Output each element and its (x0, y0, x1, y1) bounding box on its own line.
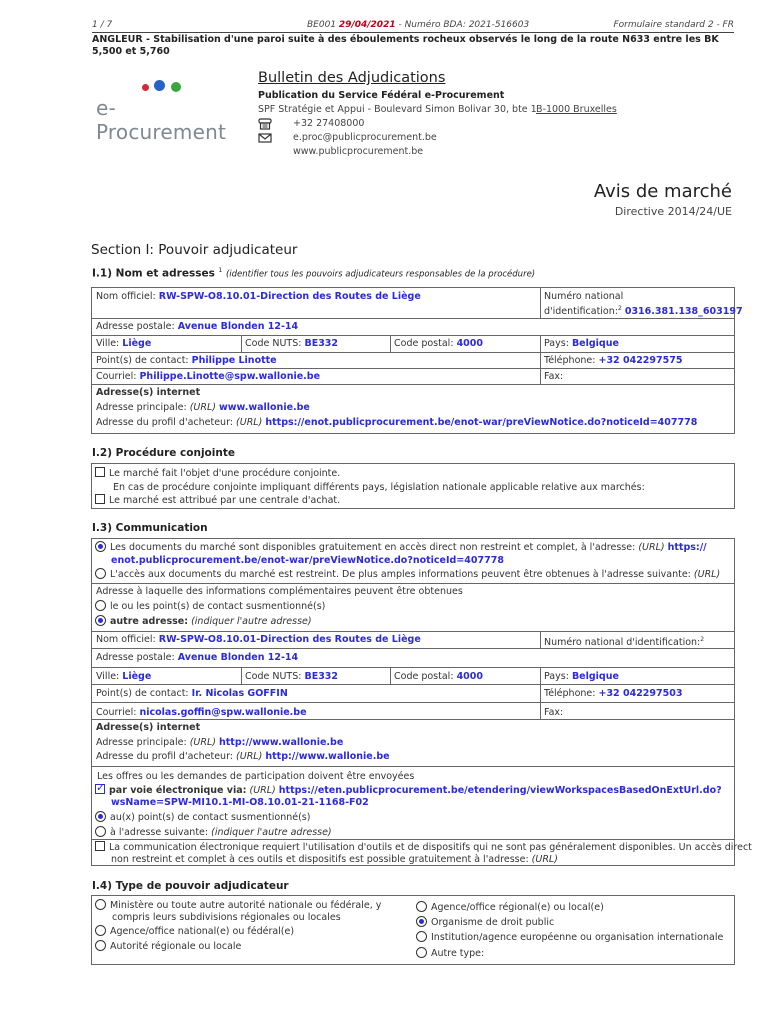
i3-electronique-tag: (URL) (249, 785, 276, 796)
i3-contact-label: Point(s) de contact: (96, 688, 189, 699)
i3-opt-contact: le ou les point(s) de contact susmentionné(s) (110, 601, 326, 612)
i3-ville-cell (96, 670, 151, 683)
i3-profil-url-tag: (URL) (236, 751, 263, 762)
i3-contact-value: Ir. Nicolas GOFFIN (191, 688, 288, 699)
i2-joint-line (95, 467, 340, 480)
i1-courriel-value: Philippe.Linotte@spw.wallonie.be (139, 371, 321, 382)
i3-postal-label: Code postal: (394, 671, 454, 682)
i1-principale-url-tag: (URL) (189, 402, 216, 413)
envelope-icon (258, 132, 272, 144)
i1-profil-value[interactable]: https://enot.publicprocurement.be/enot-war/preViewNotice.do?noticeId=407778 (265, 417, 698, 428)
i1-contact-label: Point(s) de contact: (96, 355, 189, 366)
i4-right-opt3-line (416, 931, 723, 944)
i1-internet-label: Adresse(s) internet (96, 387, 201, 398)
notice-subject: ANGLEUR - Stabilisation d'une paroi suite à des éboulements rocheux observés le long de la route N633 entre les BK 5,500 et 5,760 (92, 34, 719, 57)
i3-principale-url-tag: (URL) (189, 737, 216, 748)
i4-left-2: compris leurs subdivisions régionales ou locales (112, 912, 341, 923)
i3-opt-autre: autre adresse: (110, 616, 189, 627)
i3-num-sup: 2 (700, 636, 705, 643)
i3-opt-autre-line (95, 615, 312, 628)
i3-opt-suivante: à l'adresse suivante: (110, 827, 209, 838)
i3-postal-value: 4000 (456, 671, 484, 682)
i3-principale-label: Adresse principale: (96, 737, 187, 748)
i3-outils-line2 (111, 853, 558, 866)
i4-right-2: Organisme de droit public (431, 917, 555, 928)
i4-left-4: Autorité régionale ou locale (110, 941, 242, 952)
i2-centrale-line (95, 494, 340, 507)
i3-nom-cell (96, 633, 421, 646)
i1-nuts-cell (245, 337, 338, 350)
i3-principale-value[interactable]: http://www.wallonie.be (219, 737, 344, 748)
i1-profil-url-tag: (URL) (236, 417, 263, 428)
i3-opt-autre-note: (indiquer l'autre adresse) (191, 616, 312, 627)
i4-left-3: Agence/office national(e) ou fédéral(e) (110, 926, 295, 937)
i1-nom-cell (96, 290, 421, 303)
i3-outils-text1: La communication électronique requiert l'utilisation d'outils et de dispositifs qui ne sont pas généralement disponibles. Un accès direct (109, 842, 752, 853)
i1-principale-label: Adresse principale: (96, 402, 187, 413)
i3-num-cell (544, 633, 704, 649)
i1-pays-label: Pays: (544, 338, 569, 349)
i3-internet-label: Adresse(s) internet (96, 722, 201, 733)
i3-pays-value: Belgique (571, 671, 619, 682)
bulletin-address-line (258, 103, 738, 117)
i4-right-4: Autre type: (431, 948, 485, 959)
i4-right-opt1-line (416, 901, 604, 914)
i1-footnote-ref: 1 (218, 267, 223, 274)
i3-info-heading: Adresse à laquelle des informations complémentaires peuvent être obtenues (96, 586, 463, 597)
i2-line3: Le marché est attribué par une centrale d'achat. (109, 495, 341, 506)
i1-ville-value: Liège (122, 338, 152, 349)
i1-nuts-value: BE332 (304, 338, 339, 349)
i3-profil-label: Adresse du profil d'acheteur: (96, 751, 234, 762)
i3-num-label: Numéro national d'identification: (544, 637, 701, 649)
i3-tel-label: Téléphone: (544, 688, 596, 699)
logo-dots (142, 80, 212, 96)
publication-date: 29/04/2021 (338, 20, 396, 30)
i3-contact-cell (96, 687, 288, 700)
i1-heading: I.1) Nom et adresses (92, 267, 215, 280)
i4-right-radio-4[interactable] (416, 947, 427, 958)
i4-left-radio-1[interactable] (95, 899, 106, 910)
i1-tel-label: Téléphone: (544, 355, 596, 366)
logo-dot-red (142, 84, 149, 91)
i4-right-opt4-line (416, 947, 484, 960)
i1-postal-label: Code postal: (394, 338, 454, 349)
i3-profil-value[interactable]: http://www.wallonie.be (265, 751, 390, 762)
i3-docs-radio[interactable] (95, 541, 106, 552)
i3-opt-suivante-note: (indiquer l'autre adresse) (211, 827, 332, 838)
i3-opt-aux-radio[interactable] (95, 811, 106, 822)
i3-electronique-url2[interactable]: wsName=SPW-MI10.1-MI-O8.10.01-21-1168-F02 (111, 797, 369, 808)
i3-electronique-url1[interactable]: https://eten.publicprocurement.be/etendering/viewWorkspacesBasedOnExtUrl.do? (278, 785, 722, 796)
i1-num-sup: 2 (617, 305, 622, 312)
bulletin-city[interactable]: B-1000 Bruxelles (536, 104, 617, 115)
i3-electronique-label: par voie électronique via: (109, 785, 247, 796)
i1-pays-cell (544, 337, 619, 350)
i4-left-radio-3[interactable] (95, 940, 106, 951)
i1-ville-label: Ville: (96, 338, 120, 349)
i1-principale-value[interactable]: www.wallonie.be (219, 402, 310, 413)
i1-nom-value: RW-SPW-O8.10.01-Direction des Routes de Liège (158, 291, 421, 302)
i1-profil-cell (96, 416, 697, 429)
bulletin-block (258, 70, 738, 159)
i3-box (91, 538, 752, 866)
i3-tel-value: +32 042297503 (598, 688, 683, 699)
i1-fax-label: Fax: (544, 371, 564, 382)
i3-outils-text2: non restreint et complet à ces outils et dispositifs est possible gratuitement à l'adresse: (111, 854, 529, 865)
i3-opt-aux: au(x) point(s) de contact susmentionné(s) (110, 812, 311, 823)
bulletin-address: SPF Stratégie et Appui - Boulevard Simon Bolivar 30, bte 1 (258, 104, 537, 115)
eprocurement-logo (96, 78, 226, 144)
i1-num-value: 0316.381.138_603197 (624, 306, 743, 318)
i3-docs-url-tag: (URL) (638, 542, 665, 553)
i3-docs-url2-text[interactable]: enot.publicprocurement.be/enot-war/preViewNotice.do?noticeId=407778 (111, 555, 504, 566)
i3-nom-label: Nom officiel: (96, 634, 156, 645)
i1-postal-cell (394, 337, 483, 350)
ref-prefix: BE001 (307, 20, 337, 30)
logo-word: e-Procurement (96, 96, 226, 144)
bulletin-title: Bulletin des Adjudications (258, 70, 446, 86)
i3-adresse-value: Avenue Blonden 12-14 (177, 652, 299, 663)
i3-outils-tag: (URL) (531, 854, 558, 865)
i2-heading: I.2) Procédure conjointe (92, 447, 235, 459)
i2-box (91, 463, 735, 509)
i3-fax-label: Fax: (544, 707, 564, 718)
i3-profil-cell (96, 750, 390, 763)
i3-adresse-label: Adresse postale: (96, 652, 175, 663)
bulletin-website[interactable]: www.publicprocurement.be (293, 146, 424, 157)
bulletin-website-line (258, 145, 738, 159)
i3-ville-value: Liège (122, 671, 152, 682)
i3-courriel-label: Courriel: (96, 707, 137, 718)
i3-nom-value: RW-SPW-O8.10.01-Direction des Routes de Liège (158, 634, 421, 645)
i3-opt-contact-radio[interactable] (95, 600, 106, 611)
i1-adresse-cell (96, 320, 298, 333)
i1-nom-label: Nom officiel: (96, 291, 156, 302)
i3-ville-label: Ville: (96, 671, 120, 682)
i1-num-label1: Numéro national (544, 291, 624, 302)
i3-electronique-url2-line (111, 796, 369, 809)
i4-right-1: Agence/office régional(e) ou local(e) (431, 902, 604, 913)
i3-docs-url1[interactable]: https:// (667, 542, 707, 553)
i1-contact-value: Philippe Linotte (191, 355, 277, 366)
i3-outils-checkbox[interactable] (95, 841, 105, 851)
i2-line1: Le marché fait l'objet d'une procédure conjointe. (109, 468, 341, 479)
i3-heading: I.3) Communication (92, 522, 208, 534)
i1-adresse-label: Adresse postale: (96, 321, 175, 332)
i4-left-1: Ministère ou toute autre autorité nationale ou fédérale, y (110, 900, 382, 911)
i3-opt-autre-radio[interactable] (95, 615, 106, 626)
logo-dot-green (171, 82, 181, 92)
i3-courriel-cell (96, 706, 307, 719)
i4-right-radio-2[interactable] (416, 916, 427, 927)
i1-tel-value: +32 042297575 (598, 355, 683, 366)
i1-adresse-value: Avenue Blonden 12-14 (177, 321, 299, 332)
notice-title: Avis de marché (593, 181, 732, 202)
i3-adresse-cell (96, 651, 298, 664)
bulletin-publisher: Publication du Service Fédéral e-Procurement (258, 90, 505, 101)
i1-address-table (91, 287, 743, 434)
i3-docs-url2 (111, 554, 504, 567)
i1-postal-value: 4000 (456, 338, 484, 349)
i3-electronique-checkbox[interactable] (95, 784, 105, 794)
i3-docs-line (95, 541, 707, 554)
i1-tel-cell (544, 354, 682, 367)
i1-contact-cell (96, 354, 277, 367)
i1-pays-value: Belgique (571, 338, 619, 349)
i4-right-radio-1[interactable] (416, 901, 427, 912)
bulletin-phone-line (258, 117, 738, 131)
i3-restreint-text: L'accès aux documents du marché est restreint. De plus amples informations peuvent être obtenues à l'adresse suivante: (110, 569, 691, 580)
i3-nuts-label: Code NUTS: (245, 671, 302, 682)
i4-heading: I.4) Type de pouvoir adjudicateur (92, 880, 289, 892)
i3-docs-text: Les documents du marché sont disponibles gratuitement en accès direct non restreint et complet, à l'adresse: (110, 542, 636, 553)
i4-right-opt2-line (416, 916, 554, 929)
i3-courriel-value: nicolas.goffin@spw.wallonie.be (139, 707, 307, 718)
i3-restreint-line (95, 568, 720, 581)
i3-opt-aux-line (95, 811, 310, 824)
bda-number: - Numéro BDA: 2021-516603 (398, 20, 530, 30)
i3-offres-heading: Les offres ou les demandes de participation doivent être envoyées (97, 771, 415, 782)
i1-profil-label: Adresse du profil d'acheteur: (96, 417, 234, 428)
i3-restreint-tag: (URL) (693, 569, 721, 580)
i3-principale-cell (96, 736, 343, 749)
i1-note: (identifier tous les pouvoirs adjudicateurs responsables de la procédure) (225, 269, 536, 280)
i3-opt-suivante-line (95, 826, 332, 839)
bulletin-email-line (258, 131, 738, 145)
i3-opt-contact-line (95, 600, 325, 613)
i3-nuts-cell (245, 670, 338, 683)
i3-tel-cell (544, 687, 682, 700)
i1-principale-cell (96, 401, 310, 414)
i1-nuts-label: Code NUTS: (245, 338, 302, 349)
i4-right-radio-3[interactable] (416, 931, 427, 942)
i4-left-opt2-line (95, 925, 294, 938)
i2-joint-checkbox[interactable] (95, 467, 105, 477)
bulletin-email[interactable]: e.proc@publicprocurement.be (293, 132, 437, 143)
bulletin-phone: +32 27408000 (293, 118, 365, 129)
i1-ville-cell (96, 337, 151, 350)
i1-num-label2: d'identification: (544, 306, 618, 318)
phone-icon (258, 118, 272, 130)
form-type: Formulaire standard 2 - FR (613, 20, 734, 30)
notice-reference (307, 20, 529, 30)
i1-courriel-label: Courriel: (96, 371, 137, 382)
i1-heading-line (92, 267, 535, 280)
i4-right-3: Institution/agence européenne ou organisation internationale (431, 932, 724, 943)
i4-left-radio-2[interactable] (95, 925, 106, 936)
page-number: 1 / 7 (92, 20, 113, 30)
i2-line2: En cas de procédure conjointe impliquant différents pays, législation nationale applicable relative aux marchés: (113, 482, 645, 493)
i3-nuts-value: BE332 (304, 671, 339, 682)
page-header (92, 19, 734, 33)
section-1-title: Section I: Pouvoir adjudicateur (91, 242, 298, 258)
i1-courriel-cell (96, 370, 320, 383)
i3-pays-label: Pays: (544, 671, 569, 682)
i4-left-opt3-line (95, 940, 241, 953)
i3-pays-cell (544, 670, 619, 683)
i3-opt-suivante-radio[interactable] (95, 826, 106, 837)
i4-box (91, 895, 735, 965)
i2-centrale-checkbox[interactable] (95, 494, 105, 504)
logo-dot-blue (154, 80, 165, 91)
i3-restreint-radio[interactable] (95, 568, 106, 579)
i1-num-cell (544, 302, 743, 318)
i3-postal-cell (394, 670, 483, 683)
directive: Directive 2014/24/UE (614, 205, 732, 218)
